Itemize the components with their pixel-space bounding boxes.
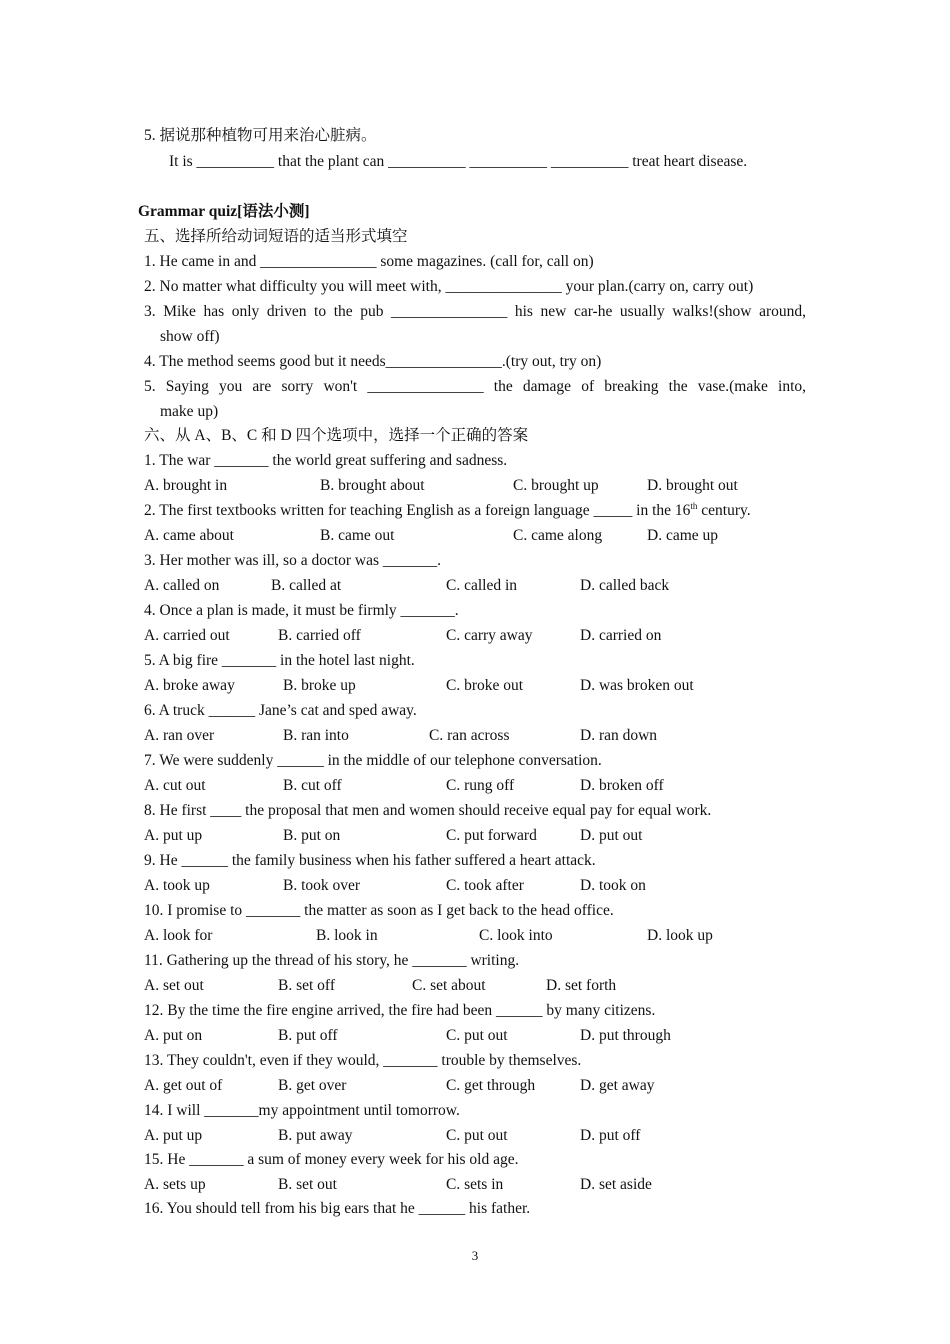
question-stem: 8. He first ____ the proposal that men and women should receive equal pay for equal work. [144,802,712,819]
option: B. took over [283,877,361,894]
page-number: 3 [471,1248,479,1263]
option: A. get out of [144,1077,223,1094]
option: A. took up [144,877,210,894]
option: D. put off [580,1127,641,1144]
option: B. brought about [320,477,425,494]
option: C. look into [479,927,553,944]
option: D. look up [647,927,713,944]
option: B. put on [283,827,341,844]
option: B. ran into [283,727,349,744]
option: A. put up [144,827,203,844]
option: C. brought up [513,477,599,494]
option: D. put through [580,1027,671,1044]
option: A. ran over [144,727,215,744]
option: A. carried out [144,627,230,644]
option: A. sets up [144,1176,206,1193]
option: D. put out [580,827,643,844]
option: D. came up [647,527,719,544]
option: A. brought in [144,477,228,494]
question-stem: 13. They couldn't, even if they would, _______ trouble by themselves. [144,1052,582,1069]
s5-item-3-cont: show off) [160,328,220,345]
option: C. ran across [429,727,510,744]
option: D. broken off [580,777,664,794]
option: B. look in [316,927,378,944]
question-stem: 7. We were suddenly ______ in the middle of our telephone conversation. [144,752,602,769]
question-stem: 15. He _______ a sum of money every week for his old age. [144,1151,519,1168]
option: B. set off [278,977,335,994]
question-stem: 10. I promise to _______ the matter as soon as I get back to the head office. [144,902,614,919]
option: B. carried off [278,627,361,644]
translation-answer-line: It is __________ that the plant can __________ __________ __________ treat heart disease. [169,153,748,170]
stem-text: 2. The first textbooks written for teaching English as a foreign language _____ in the 16 [144,502,691,519]
option: D. get away [580,1077,655,1094]
question-stem: 9. He ______ the family business when his father suffered a heart attack. [144,852,596,869]
option: A. look for [144,927,213,944]
translation-prompt: 5. 据说那种植物可用来治心脏病。 [144,127,377,144]
question-stem: 14. I will _______my appointment until tomorrow. [144,1102,460,1119]
option: A. put on [144,1027,203,1044]
option: B. broke up [283,677,356,694]
option: D. set forth [546,977,617,994]
option: D. called back [580,577,670,594]
option: A. put up [144,1127,203,1144]
option: A. cut out [144,777,206,794]
option: C. broke out [446,677,524,694]
option: C. put forward [446,827,537,844]
section5-title: 五、选择所给动词短语的适当形式填空 [144,228,408,245]
s5-item-1: 1. He came in and _______________ some magazines. (call for, call on) [144,253,594,270]
option: B. put off [278,1027,338,1044]
option: A. called on [144,577,220,594]
option: C. rung off [446,777,515,794]
option: B. get over [278,1077,347,1094]
question-stem: 3. Her mother was ill, so a doctor was _______. [144,552,442,569]
s5-item-5-cont: make up) [160,403,219,420]
question-stem: 16. You should tell from his big ears that he ______ his father. [144,1200,531,1217]
question-stem: 11. Gathering up the thread of his story, he _______ writing. [144,952,520,969]
question-stem: 5. A big fire _______ in the hotel last night. [144,652,415,669]
option: B. called at [271,577,342,594]
option: B. set out [278,1176,337,1193]
option: C. put out [446,1027,508,1044]
option: A. set out [144,977,204,994]
option: C. sets in [446,1176,504,1193]
question-stem: 4. Once a plan is made, it must be firmly _______. [144,602,459,619]
s5-item-3: 3. Mike has only driven to the pub _______________ his new car-he usually walks!(show around, [144,303,806,320]
option: C. came along [513,527,603,544]
s5-item-5: 5. Saying you are sorry won't _______________ the damage of breaking the vase.(make into, [144,378,806,395]
option: C. took after [446,877,524,894]
section-heading: Grammar quiz[语法小测] [138,203,310,220]
option: C. set about [412,977,486,994]
option: A. came about [144,527,234,544]
stem-text: century. [697,502,751,519]
question-stem: 1. The war _______ the world great suffering and sadness. [144,452,508,469]
option: D. took on [580,877,646,894]
superscript: th [690,500,698,511]
section6-title: 六、从 A、B、C 和 D 四个选项中，选择一个正确的答案 [144,427,529,444]
option: D. ran down [580,727,658,744]
option: C. carry away [446,627,533,644]
option: C. put out [446,1127,508,1144]
option: B. came out [320,527,395,544]
option: A. broke away [144,677,235,694]
option: B. put away [278,1127,353,1144]
s5-item-4: 4. The method seems good but it needs_______________.(try out, try on) [144,353,602,370]
question-stem [144,501,751,521]
question-stem: 12. By the time the fire engine arrived, the fire had been ______ by many citizens. [144,1002,656,1019]
option: D. brought out [647,477,738,494]
option: B. cut off [283,777,342,794]
option: D. carried on [580,627,662,644]
option: D. set aside [580,1176,652,1193]
option: C. called in [446,577,518,594]
option: C. get through [446,1077,536,1094]
question-stem: 6. A truck ______ Jane’s cat and sped away. [144,702,417,719]
s5-item-2: 2. No matter what difficulty you will meet with, _______________ your plan.(carry on, carry out) [144,278,754,295]
option: D. was broken out [580,677,694,694]
